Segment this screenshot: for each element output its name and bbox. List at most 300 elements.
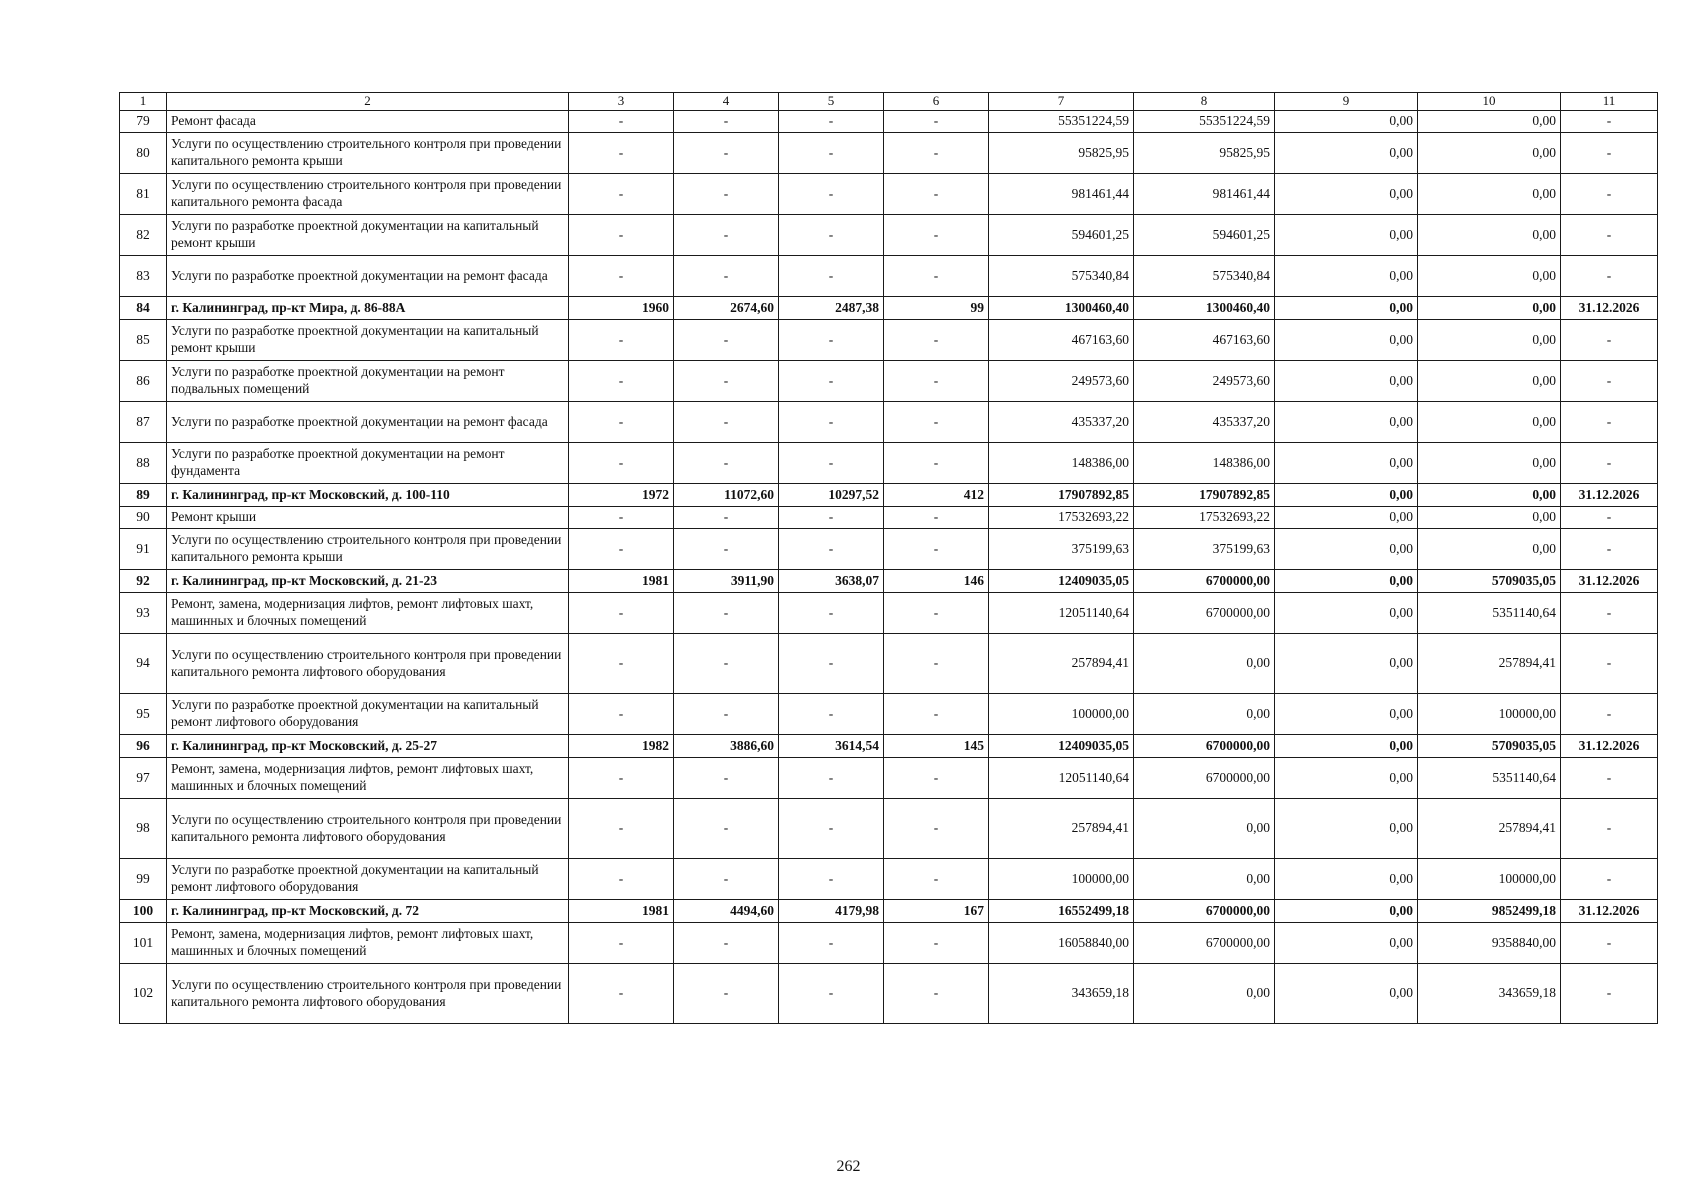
work-description: Услуги по осуществлению строительного контроля при проведении капитального ремонта лифтового оборудования [167,799,569,859]
row-number: 99 [120,859,167,900]
row-number: 95 [120,694,167,735]
year-cell: - [569,694,674,735]
area-cell: - [674,758,779,799]
address-cell: г. Калининград, пр-кт Московский, д. 21-23 [167,570,569,593]
col-header-5: 5 [779,93,884,111]
budget-cell: 0,00 [1275,570,1418,593]
table-row [120,402,1658,443]
col-header-10: 10 [1418,93,1561,111]
area-cell: - [674,634,779,694]
fund-cell: 6700000,00 [1134,758,1275,799]
owners-cell: 0,00 [1418,443,1561,484]
table-row [120,529,1658,570]
fund-cell: 17532693,22 [1134,507,1275,529]
work-description: Услуги по разработке проектной документации на капитальный ремонт лифтового оборудования [167,859,569,900]
fund-cell: 6700000,00 [1134,923,1275,964]
residents-cell: 146 [884,570,989,593]
total-cost-cell: 249573,60 [989,361,1134,402]
row-number: 102 [120,964,167,1024]
deadline-cell: - [1561,593,1658,634]
budget-cell: 0,00 [1275,859,1418,900]
living-area-cell: 3638,07 [779,570,884,593]
residents-cell: - [884,859,989,900]
area-cell: - [674,593,779,634]
area-cell: - [674,859,779,900]
fund-cell: 467163,60 [1134,320,1275,361]
budget-cell: 0,00 [1275,256,1418,297]
year-cell: 1972 [569,484,674,507]
living-area-cell: - [779,634,884,694]
budget-cell: 0,00 [1275,964,1418,1024]
table-row [120,859,1658,900]
fund-cell: 6700000,00 [1134,900,1275,923]
table-row [120,215,1658,256]
deadline-cell: - [1561,256,1658,297]
year-cell: 1981 [569,900,674,923]
address-row [120,735,1658,758]
residents-cell: - [884,634,989,694]
row-number: 91 [120,529,167,570]
year-cell: - [569,634,674,694]
area-cell: - [674,402,779,443]
budget-cell: 0,00 [1275,799,1418,859]
budget-cell: 0,00 [1275,320,1418,361]
table-row [120,923,1658,964]
deadline-cell: - [1561,402,1658,443]
deadline-cell: 31.12.2026 [1561,900,1658,923]
total-cost-cell: 55351224,59 [989,111,1134,133]
deadline-cell: - [1561,694,1658,735]
owners-cell: 257894,41 [1418,799,1561,859]
fund-cell: 1300460,40 [1134,297,1275,320]
total-cost-cell: 148386,00 [989,443,1134,484]
budget-cell: 0,00 [1275,361,1418,402]
col-header-4: 4 [674,93,779,111]
row-number: 87 [120,402,167,443]
work-description: Услуги по осуществлению строительного контроля при проведении капитального ремонта лифтового оборудования [167,634,569,694]
living-area-cell: 4179,98 [779,900,884,923]
row-number: 101 [120,923,167,964]
residents-cell: - [884,529,989,570]
living-area-cell: 2487,38 [779,297,884,320]
year-cell: - [569,443,674,484]
total-cost-cell: 16058840,00 [989,923,1134,964]
residents-cell: - [884,964,989,1024]
year-cell: - [569,923,674,964]
deadline-cell: - [1561,443,1658,484]
living-area-cell: - [779,174,884,215]
total-cost-cell: 17532693,22 [989,507,1134,529]
work-description: Услуги по осуществлению строительного контроля при проведении капитального ремонта лифтового оборудования [167,964,569,1024]
budget-cell: 0,00 [1275,215,1418,256]
budget-cell: 0,00 [1275,111,1418,133]
budget-cell: 0,00 [1275,443,1418,484]
row-number: 90 [120,507,167,529]
row-number: 83 [120,256,167,297]
total-cost-cell: 100000,00 [989,694,1134,735]
year-cell: - [569,111,674,133]
total-cost-cell: 100000,00 [989,859,1134,900]
row-number: 81 [120,174,167,215]
residents-cell: - [884,320,989,361]
work-description: Ремонт, замена, модернизация лифтов, ремонт лифтовых шахт, машинных и блочных помещений [167,923,569,964]
total-cost-cell: 12051140,64 [989,758,1134,799]
work-description: Ремонт крыши [167,507,569,529]
owners-cell: 0,00 [1418,361,1561,402]
column-number-row [120,93,1658,111]
owners-cell: 257894,41 [1418,634,1561,694]
table-row [120,507,1658,529]
year-cell: - [569,593,674,634]
area-cell: - [674,507,779,529]
fund-cell: 249573,60 [1134,361,1275,402]
budget-cell: 0,00 [1275,297,1418,320]
area-cell: - [674,799,779,859]
owners-cell: 9852499,18 [1418,900,1561,923]
col-header-1: 1 [120,93,167,111]
deadline-cell: - [1561,529,1658,570]
living-area-cell: - [779,402,884,443]
living-area-cell: - [779,443,884,484]
address-cell: г. Калининград, пр-кт Московский, д. 72 [167,900,569,923]
deadline-cell: 31.12.2026 [1561,484,1658,507]
fund-cell: 594601,25 [1134,215,1275,256]
residents-cell: - [884,799,989,859]
year-cell: - [569,799,674,859]
deadline-cell: - [1561,111,1658,133]
area-cell: - [674,215,779,256]
work-description: Ремонт, замена, модернизация лифтов, ремонт лифтовых шахт, машинных и блочных помещений [167,593,569,634]
living-area-cell: - [779,111,884,133]
table-row [120,133,1658,174]
total-cost-cell: 375199,63 [989,529,1134,570]
fund-cell: 6700000,00 [1134,593,1275,634]
living-area-cell: - [779,507,884,529]
total-cost-cell: 981461,44 [989,174,1134,215]
year-cell: 1981 [569,570,674,593]
work-description: Услуги по разработке проектной документации на капитальный ремонт крыши [167,320,569,361]
owners-cell: 0,00 [1418,507,1561,529]
work-description: Услуги по осуществлению строительного контроля при проведении капитального ремонта крыши [167,133,569,174]
deadline-cell: - [1561,133,1658,174]
owners-cell: 100000,00 [1418,694,1561,735]
total-cost-cell: 257894,41 [989,799,1134,859]
fund-cell: 435337,20 [1134,402,1275,443]
residents-cell: - [884,256,989,297]
total-cost-cell: 343659,18 [989,964,1134,1024]
works-table [119,92,1658,1024]
area-cell: 4494,60 [674,900,779,923]
living-area-cell: - [779,529,884,570]
residents-cell: - [884,111,989,133]
table-row [120,361,1658,402]
area-cell: 11072,60 [674,484,779,507]
deadline-cell: - [1561,215,1658,256]
col-header-9: 9 [1275,93,1418,111]
deadline-cell: - [1561,964,1658,1024]
residents-cell: 412 [884,484,989,507]
work-description: Услуги по разработке проектной документации на ремонт фасада [167,402,569,443]
residents-cell: - [884,923,989,964]
area-cell: - [674,694,779,735]
row-number: 93 [120,593,167,634]
work-description: Услуги по осуществлению строительного контроля при проведении капитального ремонта фасада [167,174,569,215]
owners-cell: 0,00 [1418,111,1561,133]
address-row [120,570,1658,593]
area-cell: 3886,60 [674,735,779,758]
total-cost-cell: 257894,41 [989,634,1134,694]
owners-cell: 5351140,64 [1418,593,1561,634]
total-cost-cell: 16552499,18 [989,900,1134,923]
table-body [120,93,1658,1024]
table-row [120,111,1658,133]
total-cost-cell: 594601,25 [989,215,1134,256]
total-cost-cell: 467163,60 [989,320,1134,361]
fund-cell: 95825,95 [1134,133,1275,174]
fund-cell: 0,00 [1134,859,1275,900]
total-cost-cell: 17907892,85 [989,484,1134,507]
year-cell: - [569,758,674,799]
work-description: Услуги по осуществлению строительного контроля при проведении капитального ремонта крыши [167,529,569,570]
living-area-cell: - [779,593,884,634]
table-row [120,256,1658,297]
table-row [120,443,1658,484]
budget-cell: 0,00 [1275,174,1418,215]
table-row [120,634,1658,694]
residents-cell: - [884,507,989,529]
deadline-cell: 31.12.2026 [1561,735,1658,758]
living-area-cell: - [779,320,884,361]
table-row [120,174,1658,215]
owners-cell: 5709035,05 [1418,570,1561,593]
col-header-8: 8 [1134,93,1275,111]
row-number: 86 [120,361,167,402]
row-number: 100 [120,900,167,923]
owners-cell: 343659,18 [1418,964,1561,1024]
residents-cell: - [884,133,989,174]
row-number: 98 [120,799,167,859]
residents-cell: - [884,443,989,484]
residents-cell: - [884,361,989,402]
row-number: 97 [120,758,167,799]
address-row [120,297,1658,320]
year-cell: - [569,859,674,900]
fund-cell: 0,00 [1134,964,1275,1024]
year-cell: - [569,507,674,529]
year-cell: 1982 [569,735,674,758]
fund-cell: 375199,63 [1134,529,1275,570]
budget-cell: 0,00 [1275,484,1418,507]
budget-cell: 0,00 [1275,593,1418,634]
budget-cell: 0,00 [1275,529,1418,570]
area-cell: - [674,361,779,402]
table-row [120,320,1658,361]
year-cell: - [569,529,674,570]
residents-cell: - [884,215,989,256]
owners-cell: 0,00 [1418,174,1561,215]
work-description: Услуги по разработке проектной документации на ремонт фасада [167,256,569,297]
owners-cell: 9358840,00 [1418,923,1561,964]
table-row [120,593,1658,634]
table-row [120,694,1658,735]
budget-cell: 0,00 [1275,133,1418,174]
table-row [120,758,1658,799]
residents-cell: 167 [884,900,989,923]
total-cost-cell: 1300460,40 [989,297,1134,320]
col-header-11: 11 [1561,93,1658,111]
area-cell: 2674,60 [674,297,779,320]
total-cost-cell: 12409035,05 [989,570,1134,593]
owners-cell: 0,00 [1418,484,1561,507]
owners-cell: 0,00 [1418,402,1561,443]
residents-cell: - [884,694,989,735]
fund-cell: 17907892,85 [1134,484,1275,507]
col-header-6: 6 [884,93,989,111]
deadline-cell: - [1561,634,1658,694]
owners-cell: 0,00 [1418,529,1561,570]
living-area-cell: - [779,256,884,297]
table-row [120,799,1658,859]
deadline-cell: - [1561,859,1658,900]
budget-cell: 0,00 [1275,694,1418,735]
row-number: 79 [120,111,167,133]
row-number: 88 [120,443,167,484]
deadline-cell: - [1561,507,1658,529]
area-cell: - [674,133,779,174]
deadline-cell: 31.12.2026 [1561,297,1658,320]
address-cell: г. Калининград, пр-кт Московский, д. 100-110 [167,484,569,507]
year-cell: - [569,133,674,174]
fund-cell: 6700000,00 [1134,735,1275,758]
deadline-cell: - [1561,923,1658,964]
budget-cell: 0,00 [1275,900,1418,923]
address-row [120,484,1658,507]
fund-cell: 55351224,59 [1134,111,1275,133]
year-cell: - [569,215,674,256]
fund-cell: 981461,44 [1134,174,1275,215]
table-row [120,964,1658,1024]
total-cost-cell: 12409035,05 [989,735,1134,758]
living-area-cell: - [779,361,884,402]
area-cell: - [674,111,779,133]
address-cell: г. Калининград, пр-кт Мира, д. 86-88А [167,297,569,320]
total-cost-cell: 12051140,64 [989,593,1134,634]
area-cell: - [674,320,779,361]
living-area-cell: - [779,215,884,256]
row-number: 84 [120,297,167,320]
fund-cell: 148386,00 [1134,443,1275,484]
year-cell: 1960 [569,297,674,320]
owners-cell: 0,00 [1418,256,1561,297]
fund-cell: 575340,84 [1134,256,1275,297]
area-cell: - [674,923,779,964]
residents-cell: 99 [884,297,989,320]
owners-cell: 0,00 [1418,320,1561,361]
address-row [120,900,1658,923]
area-cell: - [674,529,779,570]
area-cell: 3911,90 [674,570,779,593]
living-area-cell: - [779,799,884,859]
work-description: Услуги по разработке проектной документации на ремонт подвальных помещений [167,361,569,402]
row-number: 80 [120,133,167,174]
total-cost-cell: 95825,95 [989,133,1134,174]
col-header-2: 2 [167,93,569,111]
year-cell: - [569,256,674,297]
living-area-cell: - [779,133,884,174]
work-description: Услуги по разработке проектной документации на капитальный ремонт крыши [167,215,569,256]
col-header-3: 3 [569,93,674,111]
fund-cell: 0,00 [1134,694,1275,735]
owners-cell: 0,00 [1418,133,1561,174]
area-cell: - [674,964,779,1024]
page-number: 262 [836,1158,861,1175]
row-number: 85 [120,320,167,361]
work-description: Ремонт фасада [167,111,569,133]
budget-cell: 0,00 [1275,735,1418,758]
residents-cell: - [884,758,989,799]
residents-cell: - [884,593,989,634]
fund-cell: 0,00 [1134,634,1275,694]
budget-cell: 0,00 [1275,634,1418,694]
owners-cell: 100000,00 [1418,859,1561,900]
owners-cell: 0,00 [1418,215,1561,256]
total-cost-cell: 575340,84 [989,256,1134,297]
residents-cell: 145 [884,735,989,758]
address-cell: г. Калининград, пр-кт Московский, д. 25-27 [167,735,569,758]
deadline-cell: - [1561,361,1658,402]
year-cell: - [569,174,674,215]
budget-cell: 0,00 [1275,507,1418,529]
year-cell: - [569,361,674,402]
residents-cell: - [884,174,989,215]
fund-cell: 0,00 [1134,799,1275,859]
year-cell: - [569,402,674,443]
row-number: 89 [120,484,167,507]
deadline-cell: - [1561,320,1658,361]
living-area-cell: - [779,923,884,964]
work-description: Услуги по разработке проектной документации на ремонт фундамента [167,443,569,484]
total-cost-cell: 435337,20 [989,402,1134,443]
owners-cell: 0,00 [1418,297,1561,320]
living-area-cell: - [779,694,884,735]
budget-cell: 0,00 [1275,402,1418,443]
budget-cell: 0,00 [1275,923,1418,964]
living-area-cell: 3614,54 [779,735,884,758]
row-number: 82 [120,215,167,256]
row-number: 96 [120,735,167,758]
area-cell: - [674,174,779,215]
area-cell: - [674,443,779,484]
residents-cell: - [884,402,989,443]
row-number: 94 [120,634,167,694]
living-area-cell: - [779,964,884,1024]
deadline-cell: - [1561,174,1658,215]
fund-cell: 6700000,00 [1134,570,1275,593]
living-area-cell: 10297,52 [779,484,884,507]
area-cell: - [674,256,779,297]
budget-cell: 0,00 [1275,758,1418,799]
deadline-cell: - [1561,758,1658,799]
owners-cell: 5709035,05 [1418,735,1561,758]
deadline-cell: - [1561,799,1658,859]
year-cell: - [569,964,674,1024]
year-cell: - [569,320,674,361]
col-header-7: 7 [989,93,1134,111]
living-area-cell: - [779,758,884,799]
work-description: Услуги по разработке проектной документации на капитальный ремонт лифтового оборудования [167,694,569,735]
deadline-cell: 31.12.2026 [1561,570,1658,593]
owners-cell: 5351140,64 [1418,758,1561,799]
